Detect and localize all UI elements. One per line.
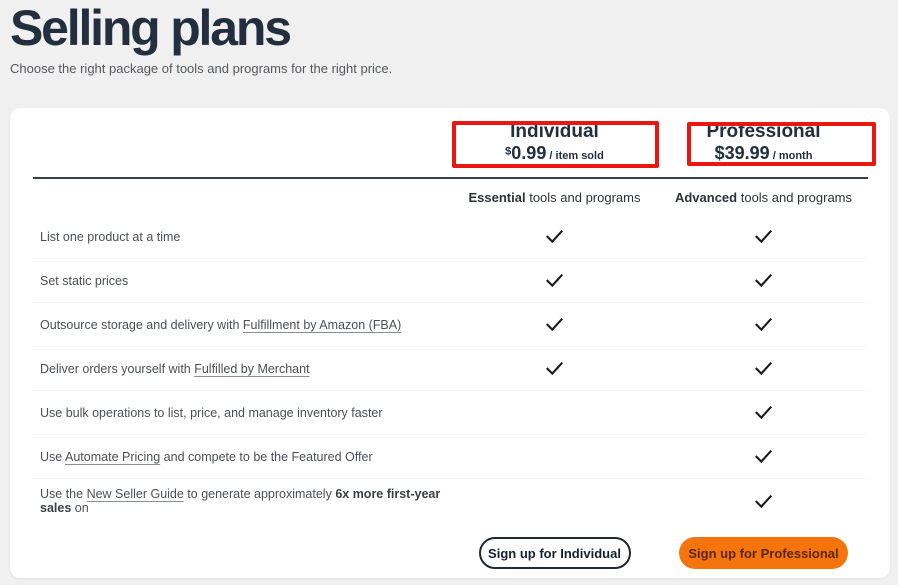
check-cell-professional [659,450,868,463]
check-cell-individual [450,274,659,287]
check-icon [755,274,772,287]
price-amount: 0.99 [511,143,547,164]
check-icon [755,318,772,331]
tier-word: Advanced [674,189,738,205]
page-title: Selling plans [10,0,290,56]
feature-text: Use the [40,487,87,501]
check-cell-individual [450,362,659,375]
tier-rest: tools and programs [525,189,641,205]
currency-symbol: $ [714,143,725,164]
check-icon [755,406,772,419]
tier-word: Essential [468,189,526,205]
check-cell-individual [450,230,659,243]
tier-professional [659,190,868,205]
feature-label [33,230,450,244]
feature-label [33,362,450,376]
currency-and-amount [715,143,770,163]
check-icon [755,495,772,508]
feature-label [33,406,450,420]
page-subtitle: Choose the right package of tools and programs for the right price. [10,61,393,76]
check-cell-individual [450,318,659,331]
feature-label [33,450,450,464]
check-cell-professional [659,495,868,508]
feature-text: Use [40,449,66,464]
cta-col-professional [659,537,868,569]
check-cell-professional [659,230,868,243]
check-icon [755,230,772,243]
price-amount: 39.99 [724,143,770,164]
feature-label [33,274,450,288]
plan-price-professional [659,143,868,164]
feature-text: on [71,501,89,515]
check-icon [755,450,772,463]
page-header [10,2,392,76]
check-cell-professional [659,406,868,419]
feature-row [33,259,868,303]
feature-text: Deliver orders yourself with [40,361,195,376]
feature-row [33,347,868,391]
check-cell-professional [659,318,868,331]
tier-individual [450,190,659,205]
feature-label [33,487,450,515]
check-icon [546,274,563,287]
plan-header-professional [659,121,868,165]
currency-symbol: $ [505,145,512,158]
feature-row [33,303,868,347]
check-icon [755,362,772,375]
signup-individual-button[interactable]: Sign up for Individual [479,537,631,569]
plan-header-row [33,108,868,177]
cta-row [33,536,868,570]
plan-name-professional: Professional [706,120,821,142]
feature-table [33,215,868,523]
feature-link[interactable]: Fulfillment by Amazon (FBA) [242,317,402,332]
feature-text: Outsource storage and delivery with [40,317,243,332]
feature-row [33,435,868,479]
feature-text: List one product at a time [40,229,181,244]
feature-text: and compete to be the Featured Offer [160,449,373,464]
check-cell-professional [659,362,868,375]
plan-name-individual: Individual [510,120,599,142]
feature-link[interactable]: New Seller Guide [86,487,184,501]
check-icon [546,230,563,243]
check-cell-professional [659,274,868,287]
feature-link[interactable]: Fulfilled by Merchant [194,361,310,376]
cta-col-individual [450,537,659,569]
tier-rest: tools and programs [737,189,853,205]
feature-row [33,215,868,259]
plans-comparison-card [10,108,890,578]
signup-professional-button[interactable]: Sign up for Professional [679,537,848,569]
plan-price-individual [450,143,659,164]
feature-row [33,391,868,435]
check-icon [546,318,563,331]
check-icon [546,362,563,375]
tier-row [33,179,868,215]
price-per: / month [772,150,813,163]
feature-text: 6x more first-year sales [40,487,441,515]
feature-label [33,318,450,332]
feature-link[interactable]: Automate Pricing [65,449,161,464]
feature-text: Set static prices [40,273,129,288]
feature-text: Use bulk operations to list, price, and manage inventory faster [40,405,383,420]
feature-row [33,479,868,523]
price-per: / item sold [549,150,604,163]
feature-text: to generate approximately [183,487,336,501]
plan-header-individual [450,121,659,165]
